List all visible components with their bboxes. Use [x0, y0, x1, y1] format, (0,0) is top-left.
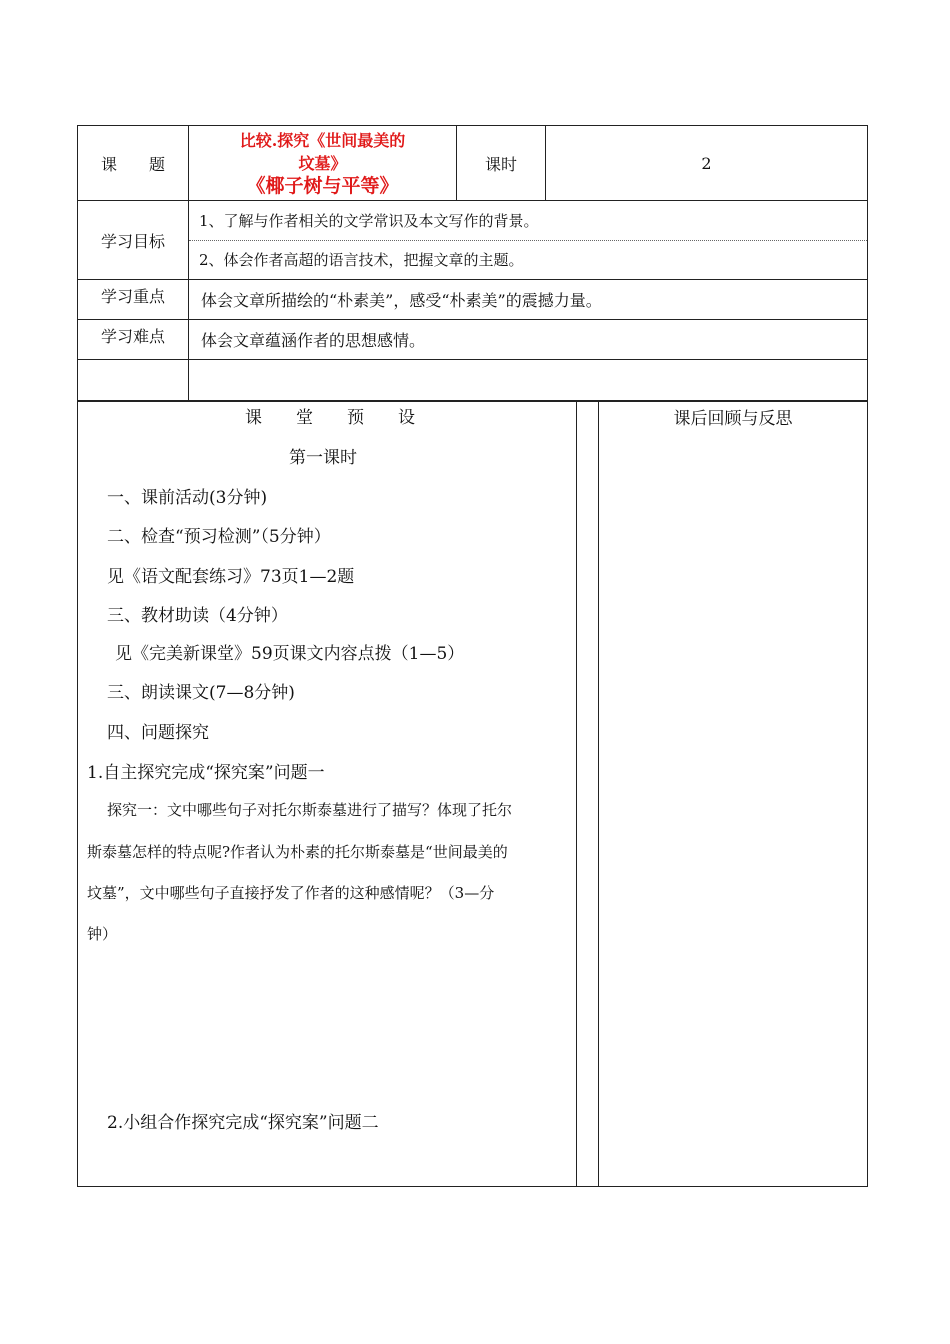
explore-line-1: 探究一：文中哪些句子对托尔斯泰墓进行了描写？体现了托尔 [107, 801, 513, 819]
plan-line-1: 一、课前活动(3分钟) [107, 488, 268, 508]
lesson-title [189, 126, 457, 201]
lesson-title-line2: 坟墓》 [298, 153, 347, 173]
session-title: 第一课时 [289, 448, 357, 468]
blank-cell-left [78, 360, 189, 401]
lesson-info-table [77, 125, 868, 401]
topic-label: 课 题 [78, 126, 189, 201]
classroom-plan-cell [78, 402, 577, 1187]
group-task-line: 2.小组合作探究完成“探究案”问题二 [107, 1113, 379, 1133]
plan-line-2: 二、检查“预习检测”（5分钟） [107, 527, 331, 547]
plan-line-3: 见《语文配套练习》73页1—2题 [107, 567, 355, 587]
difficulties-text: 体会文章蕴涵作者的思想感情。 [189, 320, 868, 360]
blank-row [78, 360, 868, 401]
lesson-title-line3: 《椰子树与平等》 [246, 174, 399, 197]
objective-item-1: 1、了解与作者相关的文学常识及本文写作的背景。 [189, 201, 867, 241]
objectives-label: 学习目标 [78, 201, 189, 280]
key-points-text: 体会文章所描绘的“朴素美”，感受“朴素美”的震撼力量。 [189, 280, 868, 320]
plan-line-5: 见《完美新课堂》59页课文内容点拨（1—5） [115, 644, 465, 664]
objectives-row [78, 201, 868, 280]
classroom-table [77, 401, 868, 1187]
reflection-cell [599, 402, 868, 1187]
explore-line-4: 钟） [87, 925, 118, 943]
key-points-row [78, 280, 868, 320]
difficulties-label: 学习难点 [78, 320, 189, 360]
plan-line-6: 三、朗读课文(7—8分钟) [107, 683, 295, 703]
period-label: 课时 [457, 126, 546, 201]
explore-line-3: 坟墓”，文中哪些句子直接抒发了作者的这种感情呢？（3—分 [87, 884, 495, 902]
lesson-title-line1: 比较.探究《世间最美的 [239, 130, 406, 150]
divider-column [577, 402, 599, 1187]
explore-line-2: 斯泰墓怎样的特点呢?作者认为朴素的托尔斯泰墓是“世间最美的 [87, 843, 508, 861]
topic-row [78, 126, 868, 201]
plan-line-8: 1.自主探究完成“探究案”问题一 [87, 763, 325, 783]
classroom-heading: 课 堂 预 设 [245, 408, 415, 428]
reflection-heading: 课后回顾与反思 [673, 409, 793, 429]
period-value: 2 [546, 126, 868, 201]
plan-line-7: 四、问题探究 [107, 723, 209, 743]
key-points-label: 学习重点 [78, 280, 189, 320]
difficulties-row [78, 320, 868, 360]
blank-cell-right [189, 360, 868, 401]
objective-item-2: 2、体会作者高超的语言技术，把握文章的主题。 [199, 251, 524, 270]
objectives-cell [189, 201, 868, 280]
plan-line-4: 三、教材助读（4分钟） [107, 606, 288, 626]
